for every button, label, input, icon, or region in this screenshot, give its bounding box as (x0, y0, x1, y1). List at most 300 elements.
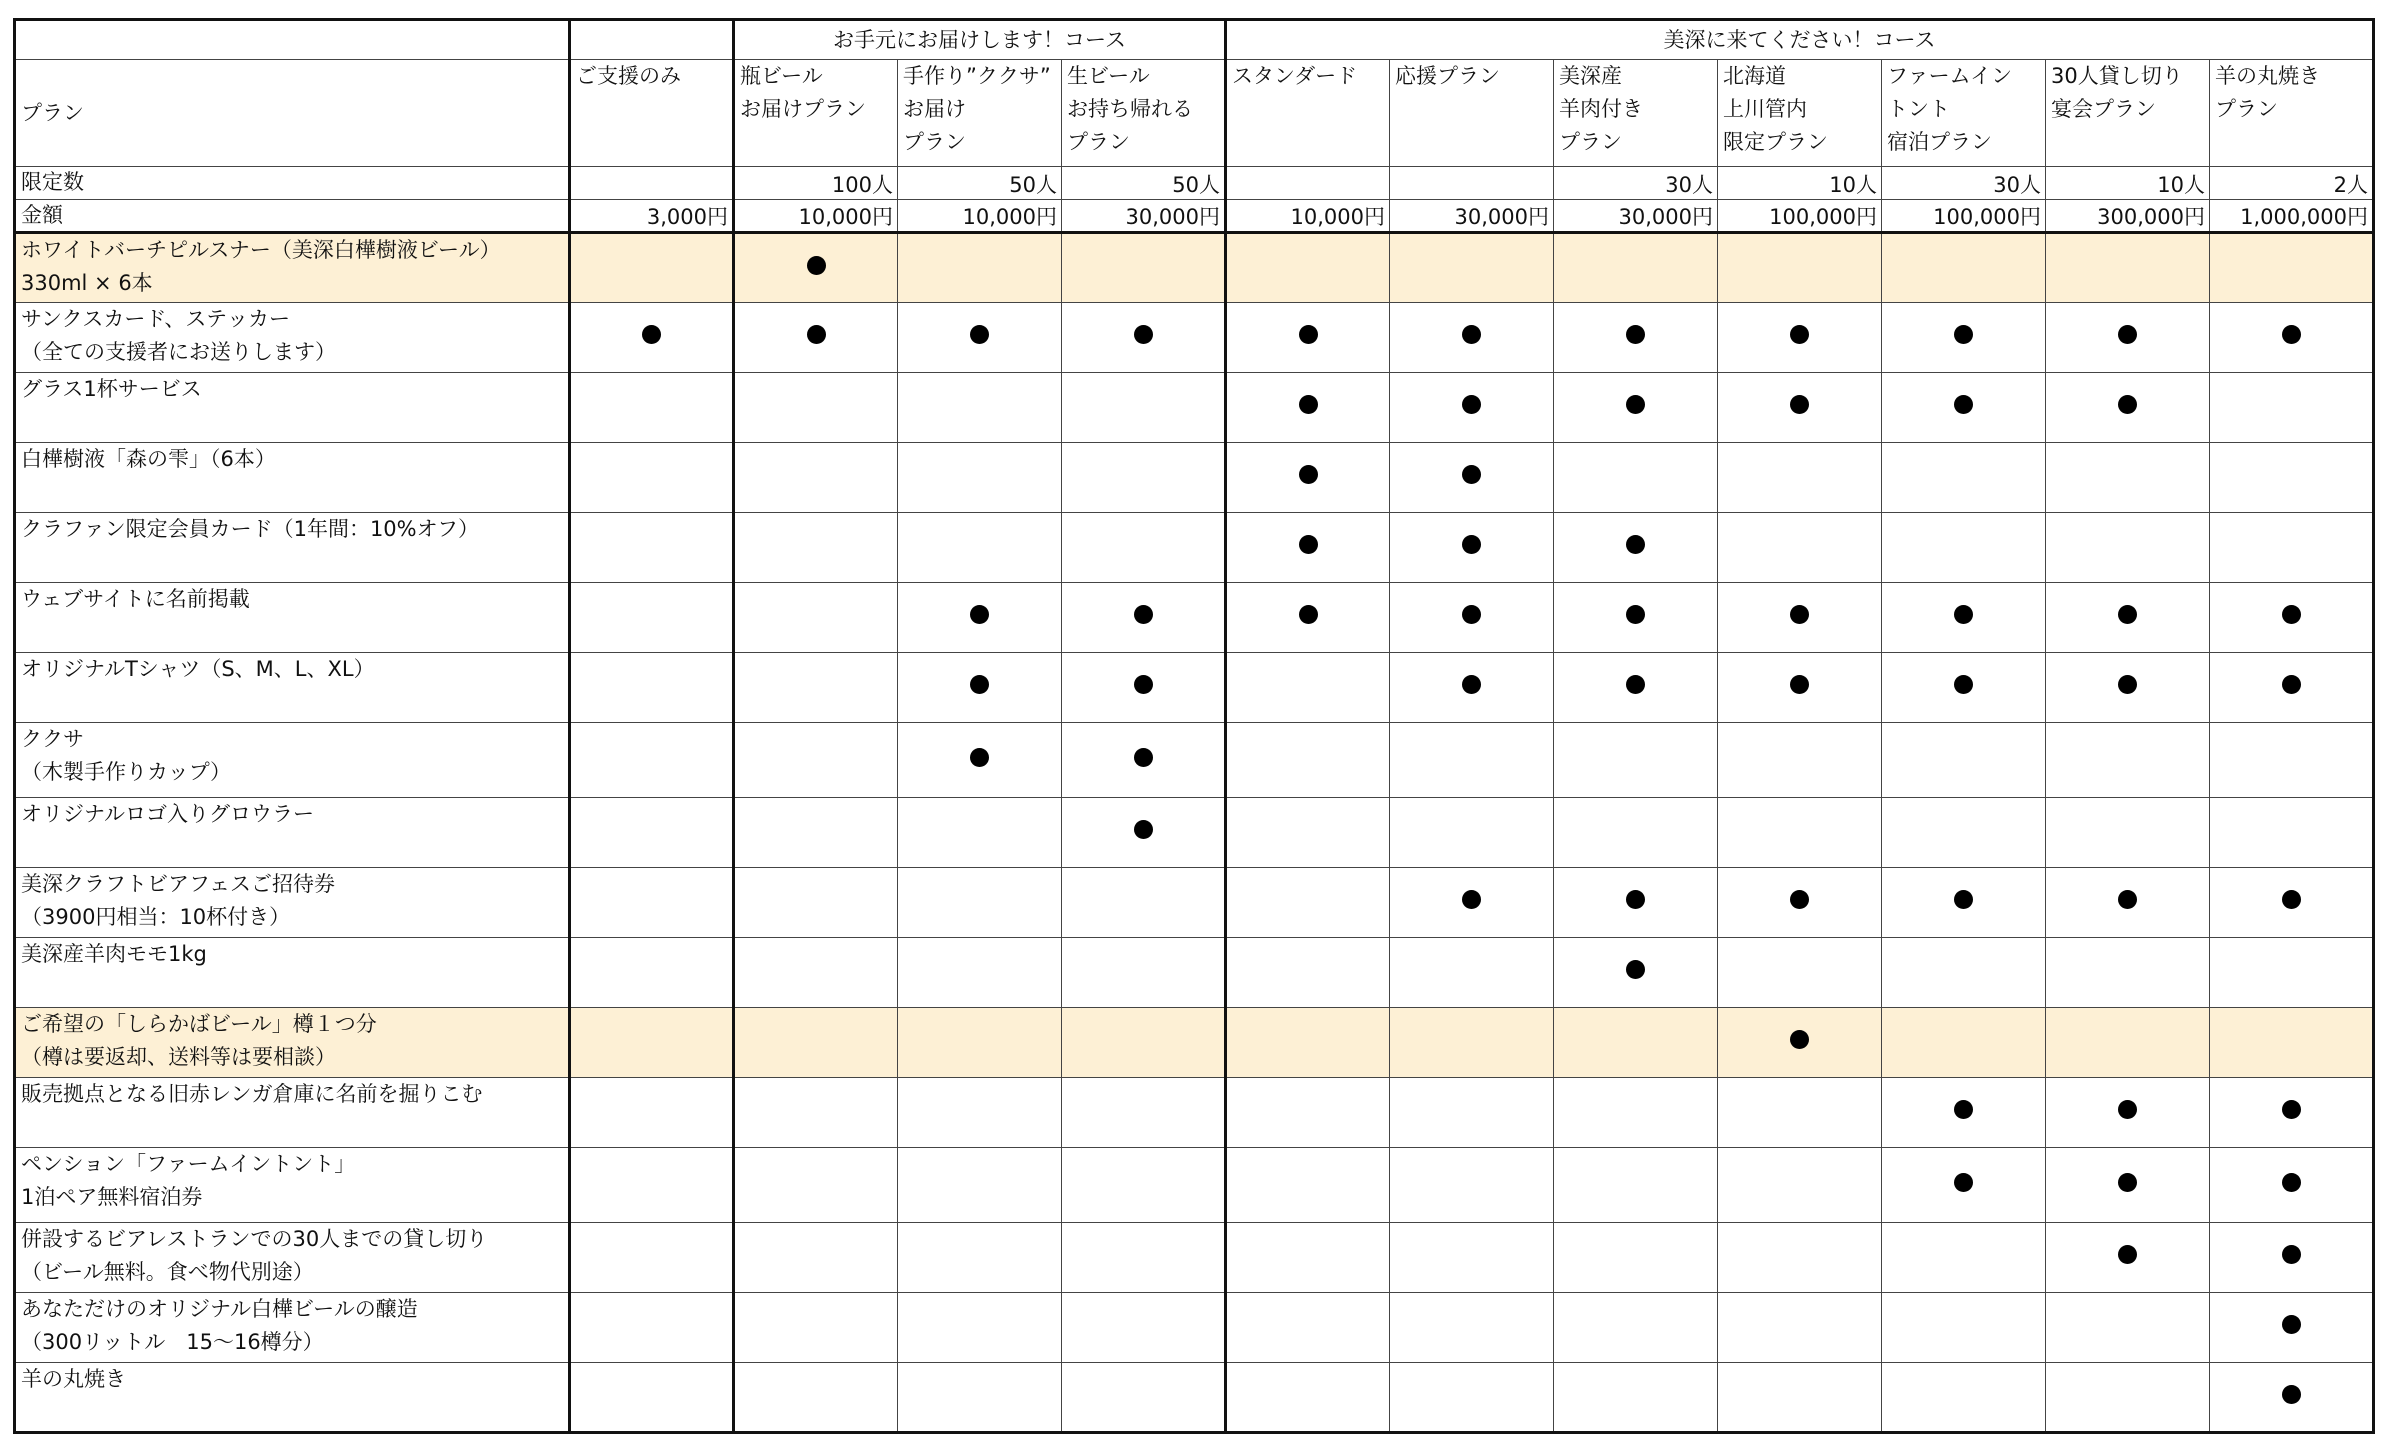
reward-cell (1226, 1223, 1390, 1293)
reward-label: ペンション「ファームイントント」 1泊ペア無料宿泊券 (15, 1148, 570, 1223)
reward-cell (898, 723, 1062, 798)
reward-cell (734, 1078, 898, 1148)
reward-cell (2046, 513, 2210, 583)
reward-cell (1554, 513, 1718, 583)
included-dot-icon (1626, 395, 1645, 414)
reward-cell (1226, 798, 1390, 868)
reward-cell (1718, 1008, 1882, 1078)
reward-cell (1718, 1293, 1882, 1363)
reward-cell (1226, 868, 1390, 938)
reward-cell (1226, 1148, 1390, 1223)
plan-limit (1390, 167, 1554, 200)
reward-cell (1390, 303, 1554, 373)
included-dot-icon (2118, 1100, 2137, 1119)
reward-cell (898, 868, 1062, 938)
reward-cell (2046, 1223, 2210, 1293)
reward-row (15, 723, 2374, 798)
included-dot-icon (1626, 605, 1645, 624)
reward-row (15, 233, 2374, 303)
reward-cell (1554, 373, 1718, 443)
reward-label: サンクスカード、ステッカー （全ての支援者にお送りします） (15, 303, 570, 373)
reward-cell (1882, 513, 2046, 583)
reward-cell (1226, 1293, 1390, 1363)
plan-name: 羊の丸焼き プラン (2210, 60, 2374, 167)
included-dot-icon (1462, 395, 1481, 414)
reward-row (15, 1078, 2374, 1148)
reward-cell (1062, 1148, 1226, 1223)
reward-cell (1062, 373, 1226, 443)
included-dot-icon (807, 325, 826, 344)
limit-row (15, 167, 2374, 200)
reward-cell (570, 233, 734, 303)
included-dot-icon (2118, 890, 2137, 909)
reward-cell (898, 1078, 1062, 1148)
reward-cell (2210, 1363, 2374, 1433)
reward-cell (1226, 1078, 1390, 1148)
plan-name: 美深産 羊肉付き プラン (1554, 60, 1718, 167)
reward-cell (1882, 723, 2046, 798)
reward-cell (1882, 1363, 2046, 1433)
reward-cell (2046, 1363, 2210, 1433)
reward-cell (1226, 1363, 1390, 1433)
included-dot-icon (2282, 1245, 2301, 1264)
reward-cell (1718, 868, 1882, 938)
reward-cell (2046, 303, 2210, 373)
included-dot-icon (1299, 325, 1318, 344)
reward-cell (1554, 303, 1718, 373)
reward-cell (1390, 583, 1554, 653)
reward-cell (1062, 1223, 1226, 1293)
course-delivery: お手元にお届けします！コース (734, 20, 1226, 60)
included-dot-icon (1626, 535, 1645, 554)
reward-cell (1718, 723, 1882, 798)
reward-cell (1226, 303, 1390, 373)
reward-row (15, 1293, 2374, 1363)
included-dot-icon (970, 605, 989, 624)
reward-row (15, 443, 2374, 513)
reward-cell (734, 373, 898, 443)
reward-cell (1554, 653, 1718, 723)
plan-price: 30,000円 (1554, 200, 1718, 233)
reward-label: オリジナルロゴ入りグロウラー (15, 798, 570, 868)
reward-cell (2046, 373, 2210, 443)
reward-label: 美深産羊肉モモ1kg (15, 938, 570, 1008)
included-dot-icon (2118, 605, 2137, 624)
plan-limit: 2人 (2210, 167, 2374, 200)
reward-cell (1554, 868, 1718, 938)
plan-price: 30,000円 (1390, 200, 1554, 233)
reward-cell (2210, 233, 2374, 303)
reward-cell (1390, 1008, 1554, 1078)
reward-cell (1718, 798, 1882, 868)
reward-cell (1882, 303, 2046, 373)
reward-label: ククサ （木製手作りカップ） (15, 723, 570, 798)
plan-name: 応援プラン (1390, 60, 1554, 167)
reward-cell (734, 443, 898, 513)
included-dot-icon (970, 748, 989, 767)
included-dot-icon (2282, 1173, 2301, 1192)
reward-row (15, 653, 2374, 723)
reward-cell (1882, 233, 2046, 303)
plan-price: 10,000円 (898, 200, 1062, 233)
included-dot-icon (1954, 395, 1973, 414)
reward-cell (1390, 1363, 1554, 1433)
reward-cell (570, 1008, 734, 1078)
reward-cell (1062, 653, 1226, 723)
reward-label: クラファン限定会員カード（1年間：10%オフ） (15, 513, 570, 583)
reward-cell (2046, 443, 2210, 513)
reward-label: あなただけのオリジナル白樺ビールの醸造 （300リットル 15〜16樽分） (15, 1293, 570, 1363)
reward-cell (1062, 723, 1226, 798)
reward-label: 白樺樹液「森の雫」（6本） (15, 443, 570, 513)
reward-cell (1226, 233, 1390, 303)
plan-limit: 30人 (1554, 167, 1718, 200)
included-dot-icon (2118, 395, 2137, 414)
reward-row (15, 868, 2374, 938)
included-dot-icon (2282, 325, 2301, 344)
course-header-blank (15, 20, 570, 60)
reward-cell (570, 798, 734, 868)
included-dot-icon (2118, 1173, 2137, 1192)
plan-limit: 10人 (1718, 167, 1882, 200)
included-dot-icon (2118, 1245, 2137, 1264)
included-dot-icon (1299, 535, 1318, 554)
included-dot-icon (1790, 605, 1809, 624)
included-dot-icon (807, 256, 826, 275)
reward-cell (570, 303, 734, 373)
included-dot-icon (1462, 675, 1481, 694)
plan-name: ファームイン トント 宿泊プラン (1882, 60, 2046, 167)
reward-cell (2046, 233, 2210, 303)
reward-cell (2210, 798, 2374, 868)
reward-cell (1718, 443, 1882, 513)
reward-cell (1226, 443, 1390, 513)
reward-cell (570, 1293, 734, 1363)
plan-name-row (15, 60, 2374, 167)
reward-cell (734, 653, 898, 723)
reward-cell (1226, 1008, 1390, 1078)
plan-limit: 100人 (734, 167, 898, 200)
reward-cell (1062, 1363, 1226, 1433)
reward-cell (2210, 583, 2374, 653)
plan-price: 30,000円 (1062, 200, 1226, 233)
reward-cell (1390, 868, 1554, 938)
included-dot-icon (1134, 325, 1153, 344)
reward-cell (898, 233, 1062, 303)
reward-cell (1554, 443, 1718, 513)
reward-cell (734, 1293, 898, 1363)
reward-cell (570, 1148, 734, 1223)
reward-cell (570, 1363, 734, 1433)
reward-cell (1390, 798, 1554, 868)
included-dot-icon (1626, 890, 1645, 909)
reward-cell (570, 583, 734, 653)
reward-cell (2046, 868, 2210, 938)
reward-cell (570, 373, 734, 443)
plan-price: 100,000円 (1882, 200, 2046, 233)
reward-cell (1554, 1078, 1718, 1148)
reward-cell (1718, 1223, 1882, 1293)
reward-cell (2210, 443, 2374, 513)
reward-cell (898, 513, 1062, 583)
reward-cell (734, 868, 898, 938)
reward-cell (1882, 1148, 2046, 1223)
included-dot-icon (1790, 675, 1809, 694)
reward-cell (1062, 1078, 1226, 1148)
plan-name: ご支援のみ (570, 60, 734, 167)
reward-cell (1390, 1293, 1554, 1363)
reward-cell (898, 583, 1062, 653)
reward-cell (898, 1363, 1062, 1433)
reward-cell (2210, 868, 2374, 938)
reward-cell (1882, 938, 2046, 1008)
reward-label: 販売拠点となる旧赤レンガ倉庫に名前を掘りこむ (15, 1078, 570, 1148)
included-dot-icon (2282, 605, 2301, 624)
reward-cell (1718, 233, 1882, 303)
reward-cell (1718, 938, 1882, 1008)
reward-cell (1554, 938, 1718, 1008)
reward-cell (1718, 373, 1882, 443)
included-dot-icon (1954, 890, 1973, 909)
reward-cell (2210, 373, 2374, 443)
included-dot-icon (1134, 605, 1153, 624)
price-label: 金額 (15, 200, 570, 233)
reward-cell (1062, 513, 1226, 583)
reward-cell (1882, 653, 2046, 723)
reward-cell (570, 443, 734, 513)
reward-cell (898, 938, 1062, 1008)
plan-price: 10,000円 (734, 200, 898, 233)
plan-name: 手作り”ククサ” お届け プラン (898, 60, 1062, 167)
reward-cell (1882, 868, 2046, 938)
reward-row (15, 1223, 2374, 1293)
reward-cell (734, 303, 898, 373)
plan-limit (1226, 167, 1390, 200)
reward-cell (898, 443, 1062, 513)
included-dot-icon (1626, 325, 1645, 344)
reward-cell (570, 938, 734, 1008)
reward-cell (734, 233, 898, 303)
reward-cell (2210, 513, 2374, 583)
reward-cell (734, 938, 898, 1008)
reward-cell (1390, 653, 1554, 723)
reward-cell (1226, 723, 1390, 798)
reward-cell (2046, 938, 2210, 1008)
reward-cell (1390, 233, 1554, 303)
reward-row (15, 373, 2374, 443)
plan-name: 瓶ビール お届けプラン (734, 60, 898, 167)
reward-cell (734, 723, 898, 798)
included-dot-icon (642, 325, 661, 344)
reward-cell (2210, 1008, 2374, 1078)
reward-cell (1062, 1293, 1226, 1363)
reward-cell (1882, 1223, 2046, 1293)
reward-cell (2046, 1293, 2210, 1363)
reward-row (15, 1363, 2374, 1433)
included-dot-icon (1954, 1173, 1973, 1192)
plan-limit: 50人 (1062, 167, 1226, 200)
course-header-support-blank (570, 20, 734, 60)
plan-limit: 30人 (1882, 167, 2046, 200)
reward-cell (898, 1293, 1062, 1363)
reward-cell (1390, 938, 1554, 1008)
reward-cell (1882, 373, 2046, 443)
plan-limit: 50人 (898, 167, 1062, 200)
included-dot-icon (1954, 675, 1973, 694)
included-dot-icon (1462, 535, 1481, 554)
included-dot-icon (1954, 1100, 1973, 1119)
included-dot-icon (2118, 325, 2137, 344)
reward-cell (2210, 303, 2374, 373)
price-row (15, 200, 2374, 233)
included-dot-icon (1626, 960, 1645, 979)
reward-cell (1226, 513, 1390, 583)
reward-cell (2046, 1148, 2210, 1223)
reward-cell (898, 798, 1062, 868)
plan-price: 1,000,000円 (2210, 200, 2374, 233)
reward-cell (734, 798, 898, 868)
reward-label: 羊の丸焼き (15, 1363, 570, 1433)
reward-cell (1554, 583, 1718, 653)
reward-cell (734, 1223, 898, 1293)
reward-label: オリジナルTシャツ（S、M、L、XL） (15, 653, 570, 723)
reward-cell (734, 1008, 898, 1078)
reward-label: 美深クラフトビアフェスご招待券 （3900円相当：10杯付き） (15, 868, 570, 938)
reward-cell (1062, 443, 1226, 513)
reward-row (15, 1008, 2374, 1078)
reward-plan-table (13, 18, 2375, 1434)
reward-cell (1062, 233, 1226, 303)
included-dot-icon (1790, 325, 1809, 344)
reward-label: ウェブサイトに名前掲載 (15, 583, 570, 653)
reward-cell (898, 653, 1062, 723)
reward-cell (1882, 1078, 2046, 1148)
included-dot-icon (2118, 675, 2137, 694)
included-dot-icon (2282, 675, 2301, 694)
reward-cell (898, 303, 1062, 373)
plan-name: 北海道 上川管内 限定プラン (1718, 60, 1882, 167)
reward-cell (1718, 513, 1882, 583)
reward-cell (734, 513, 898, 583)
included-dot-icon (1462, 605, 1481, 624)
included-dot-icon (1134, 675, 1153, 694)
plan-limit: 10人 (2046, 167, 2210, 200)
plan-limit (570, 167, 734, 200)
reward-cell (1554, 1363, 1718, 1433)
plan-price: 3,000円 (570, 200, 734, 233)
reward-cell (2046, 798, 2210, 868)
plan-price: 300,000円 (2046, 200, 2210, 233)
included-dot-icon (1299, 605, 1318, 624)
plan-name: 生ビール お持ち帰れる プラン (1062, 60, 1226, 167)
reward-cell (1882, 583, 2046, 653)
reward-cell (1390, 443, 1554, 513)
reward-cell (2210, 1293, 2374, 1363)
reward-cell (1390, 1223, 1554, 1293)
reward-cell (1062, 303, 1226, 373)
reward-cell (734, 583, 898, 653)
reward-cell (1554, 1293, 1718, 1363)
reward-cell (2046, 723, 2210, 798)
plan-price: 100,000円 (1718, 200, 1882, 233)
reward-label: グラス1杯サービス (15, 373, 570, 443)
plan-name: 30人貸し切り 宴会プラン (2046, 60, 2210, 167)
reward-cell (2210, 938, 2374, 1008)
reward-cell (1882, 1008, 2046, 1078)
reward-cell (2046, 583, 2210, 653)
included-dot-icon (1299, 465, 1318, 484)
reward-label: ご希望の「しらかばビール」樽１つ分 （樽は要返却、送料等は要相談） (15, 1008, 570, 1078)
included-dot-icon (1299, 395, 1318, 414)
reward-row (15, 938, 2374, 1008)
reward-cell (1390, 723, 1554, 798)
plan-row-label: プラン (15, 60, 570, 167)
included-dot-icon (1790, 890, 1809, 909)
reward-cell (898, 373, 1062, 443)
included-dot-icon (970, 325, 989, 344)
reward-cell (1718, 583, 1882, 653)
reward-cell (1554, 1148, 1718, 1223)
reward-cell (2210, 653, 2374, 723)
reward-cell (898, 1223, 1062, 1293)
included-dot-icon (2282, 1385, 2301, 1404)
reward-cell (1062, 938, 1226, 1008)
reward-cell (1554, 723, 1718, 798)
included-dot-icon (1954, 325, 1973, 344)
included-dot-icon (1626, 675, 1645, 694)
plan-price: 10,000円 (1226, 200, 1390, 233)
included-dot-icon (970, 675, 989, 694)
reward-cell (2210, 723, 2374, 798)
reward-cell (1718, 1078, 1882, 1148)
reward-row (15, 798, 2374, 868)
reward-cell (1718, 653, 1882, 723)
reward-cell (898, 1148, 1062, 1223)
included-dot-icon (2282, 1100, 2301, 1119)
reward-cell (1390, 1078, 1554, 1148)
reward-row (15, 303, 2374, 373)
reward-cell (1882, 798, 2046, 868)
reward-cell (570, 723, 734, 798)
reward-cell (898, 1008, 1062, 1078)
included-dot-icon (1462, 465, 1481, 484)
included-dot-icon (1134, 820, 1153, 839)
included-dot-icon (1134, 748, 1153, 767)
reward-cell (1062, 583, 1226, 653)
reward-cell (1882, 443, 2046, 513)
reward-cell (2210, 1078, 2374, 1148)
reward-cell (734, 1363, 898, 1433)
course-visit: 美深に来てください！コース (1226, 20, 2374, 60)
reward-cell (2046, 1078, 2210, 1148)
reward-cell (1554, 798, 1718, 868)
reward-cell (2210, 1148, 2374, 1223)
plan-name: スタンダード (1226, 60, 1390, 167)
reward-cell (1718, 303, 1882, 373)
course-header-row (15, 20, 2374, 60)
reward-cell (1554, 233, 1718, 303)
reward-cell (2210, 1223, 2374, 1293)
included-dot-icon (1462, 325, 1481, 344)
reward-cell (1062, 798, 1226, 868)
reward-cell (2046, 1008, 2210, 1078)
included-dot-icon (1462, 890, 1481, 909)
reward-cell (1554, 1008, 1718, 1078)
reward-cell (1390, 1148, 1554, 1223)
reward-cell (1390, 513, 1554, 583)
reward-cell (570, 1223, 734, 1293)
reward-cell (1554, 1223, 1718, 1293)
